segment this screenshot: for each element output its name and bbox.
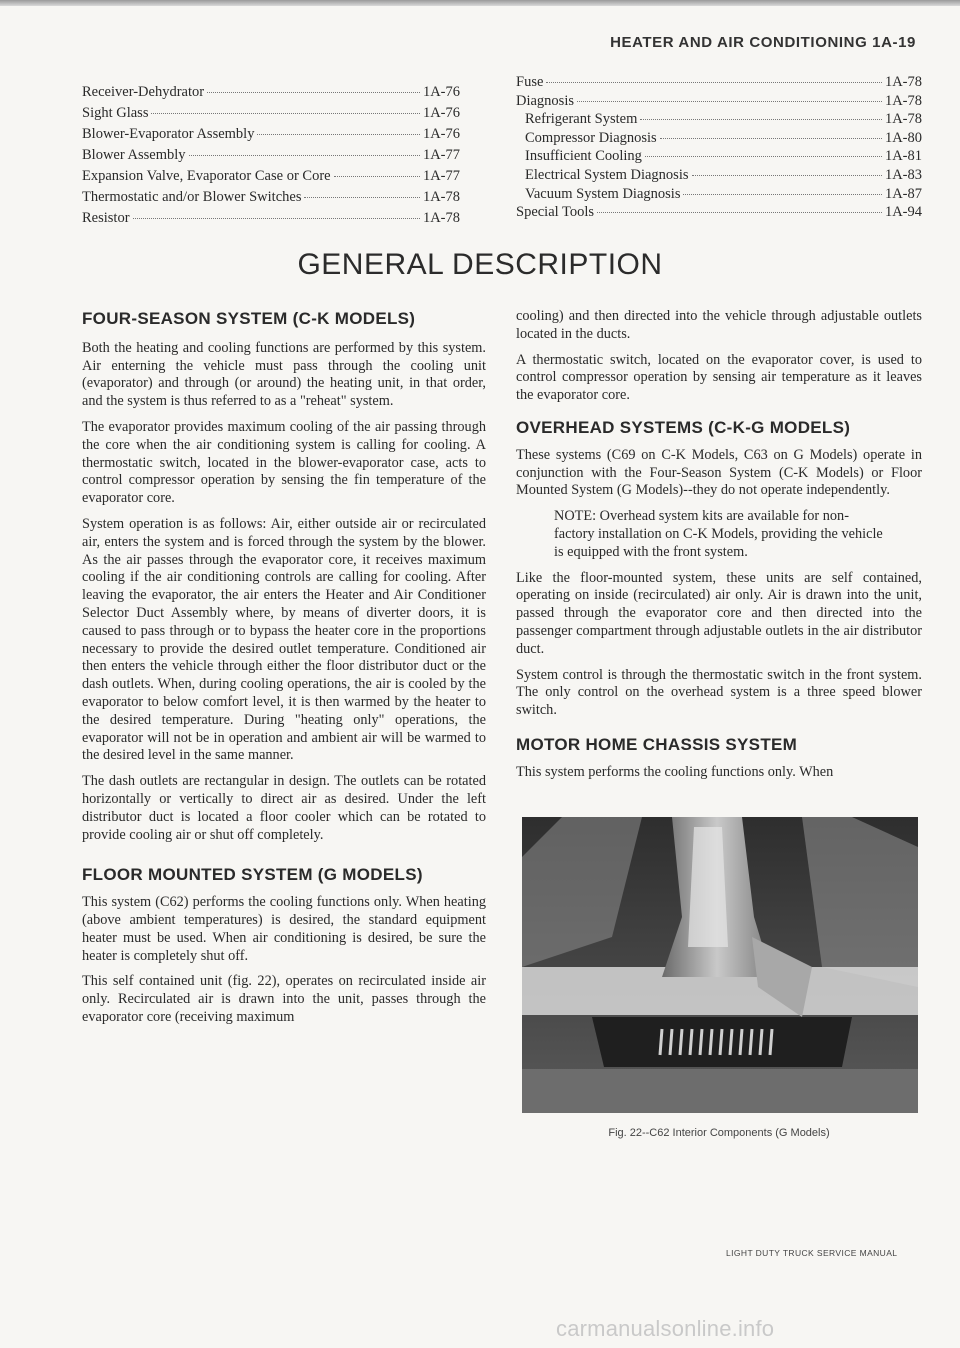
toc-entry-page: 1A-80	[884, 129, 922, 146]
toc-right	[516, 73, 922, 222]
spacer	[82, 852, 486, 866]
interior-components-photo	[522, 817, 918, 1113]
toc-entry	[82, 166, 460, 187]
watermark: carmanualsonline.info	[556, 1316, 775, 1341]
paragraph: cooling) and then directed into the vehicle through adjustable outlets located in the ducts.	[516, 308, 922, 342]
toc-entry	[82, 187, 460, 208]
motor-home-heading: MOTOR HOME CHASSIS SYSTEM	[516, 734, 798, 754]
toc-entry-page: 1A-78	[422, 210, 460, 226]
toc-entry-page: 1A-77	[422, 147, 460, 163]
paragraph: These systems (C69 on C-K Models, C63 on G Models) operate in conjunction with the Four-Season System (C-K Models) or Floor Mounted System (G Models)--they do not operate independently.	[516, 446, 922, 499]
paragraph: This system (C62) performs the cooling functions only. When heating (above ambient temperatures) is desired, the standard equipment heater must be used. When air conditioning is desired, be sure the heater is completely shut off.	[82, 894, 486, 964]
running-head: HEATER AND AIR CONDITIONING 1A-19	[610, 34, 916, 51]
toc-entry-label: Compressor Diagnosis	[525, 129, 657, 146]
toc-entry	[516, 166, 922, 185]
overhead-heading: OVERHEAD SYSTEMS (C-K-G MODELS)	[516, 417, 851, 437]
toc-entry	[82, 124, 460, 145]
paragraph: Both the heating and cooling functions are performed by this system. Air enterning the vehicle must pass through the cooling unit (evaporator) and through (or around) the heating unit, in that order, and the system is thus referred to as a "reheat" system.	[82, 339, 486, 410]
toc-entry-page: 1A-76	[422, 105, 460, 121]
leader-dots	[189, 154, 420, 156]
paragraph: Like the floor-mounted system, these units are self contained, operating on inside (recirculated) air only. Air is drawn into the unit, passed through the evaporator core and then directed into the passenger compartment through adjustable outlets in the air distributor duct.	[516, 569, 922, 657]
leader-dots	[683, 193, 881, 195]
toc-entry-label: Blower-Evaporator Assembly	[82, 126, 255, 142]
leader-dots	[304, 196, 419, 198]
toc-entry-page: 1A-78	[884, 92, 922, 109]
toc-entry-page: 1A-77	[422, 168, 460, 184]
paragraph: The evaporator provides maximum cooling of the air passing through the core when the air conditioning system is calling for cooling. A thermostatic switch, located in the blower-evaporator case, acts to control compressor operation by sensing the fin temperature of the evaporator core.	[82, 418, 486, 507]
toc-entry-label: Thermostatic and/or Blower Switches	[82, 189, 302, 205]
four-season-heading: FOUR-SEASON SYSTEM (C-K MODELS)	[82, 309, 416, 328]
leader-dots	[334, 175, 420, 177]
paragraph: The dash outlets are rectangular in design. The outlets can be rotated horizontally or vertically to direct air as desired. Under the left distributor duct is located a floor cooler which can be rotated to provide cooling air or shut off completely.	[82, 773, 486, 843]
toc-entry-page: 1A-83	[884, 166, 922, 183]
right-column	[516, 308, 922, 790]
top-rule	[0, 0, 960, 6]
toc-entry-label: Special Tools	[516, 204, 595, 221]
leader-dots	[151, 112, 419, 114]
toc-entry-label: Expansion Valve, Evaporator Case or Core	[82, 168, 331, 184]
floor-mounted-heading: FLOOR MOUNTED SYSTEM (G MODELS)	[82, 865, 423, 885]
toc-entry-label: Receiver-Dehydrator	[82, 84, 205, 100]
toc-entry-label: Blower Assembly	[82, 147, 186, 163]
toc-entry-page: 1A-78	[884, 111, 922, 128]
leader-dots	[133, 217, 420, 219]
leader-dots	[692, 174, 882, 176]
toc-entry-label: Resistor	[82, 210, 130, 226]
toc-entry-page: 1A-76	[422, 84, 460, 100]
leader-dots	[645, 155, 882, 157]
toc-left	[82, 82, 460, 229]
toc-entry-page: 1A-81	[884, 148, 922, 165]
toc-entry	[516, 73, 922, 92]
toc-entry-page: 1A-87	[884, 185, 922, 202]
toc-entry	[516, 147, 922, 166]
leader-dots	[597, 211, 882, 213]
leader-dots	[546, 81, 882, 83]
leader-dots	[577, 100, 882, 102]
paragraph: This self contained unit (fig. 22), operates on recirculated inside air only. Recirculated air is drawn into the unit, passes through the evaporator core (receiving maximum	[82, 973, 486, 1025]
toc-entry-page: 1A-78	[884, 74, 922, 90]
figure-caption: Fig. 22--C62 Interior Components (G Models)	[608, 1127, 830, 1139]
toc-entry	[516, 203, 922, 222]
leader-dots	[660, 137, 882, 139]
toc-entry-label: Fuse	[516, 74, 544, 90]
toc-entry	[82, 103, 460, 124]
paragraph: System control is through the thermostatic switch in the front system. The only control on the overhead system is a three speed blower switch.	[516, 666, 922, 719]
toc-entry-page: 1A-78	[422, 189, 460, 205]
toc-entry-label: Sight Glass	[82, 105, 149, 121]
toc-entry-label: Electrical System Diagnosis	[525, 166, 689, 183]
toc-entry-label: Insufficient Cooling	[525, 148, 642, 165]
paragraph: This system performs the cooling functions only. When	[516, 763, 834, 780]
leader-dots	[640, 118, 882, 120]
paragraph: System operation is as follows: Air, either outside air or recirculated air, enters the system and is forced through the system by the blower. As the air passes through the evaporator core, it receives maximum cooling if the air conditioning controls are calling for cooling. After leaving the evaporator, the air enters the Heater and Air Conditioner Selector Duct Assembly where, by means of diverter doors, it is caused to pass through or to bypass the heater core in the proportions necessary to provide the desired outlet temperature. Conditioned air then enters the vehicle through either the floor distributor duct or the dash outlets. When, during cooling operations, the air is cooled by the evaporator to below comfort level, it is then warmed by the heater to the desired temperature. During "heating only" operations, the evaporator will not be in operation and ambient air will be warmed to the desired level in the same manner.	[82, 515, 486, 764]
toc-entry	[82, 208, 460, 229]
toc-entry	[516, 185, 922, 204]
toc-entry-label: Diagnosis	[516, 92, 574, 109]
toc-entry	[516, 92, 922, 111]
toc-entry	[516, 110, 922, 129]
figure-photo	[522, 817, 918, 1113]
toc-entry-page: 1A-76	[422, 126, 460, 142]
toc-entry-label: Refrigerant System	[525, 111, 638, 128]
leader-dots	[207, 91, 420, 93]
toc-entry	[82, 145, 460, 166]
section-title: GENERAL DESCRIPTION	[297, 248, 663, 281]
toc-entry	[82, 82, 460, 103]
toc-entry-page: 1A-94	[884, 204, 922, 221]
toc-entry-label: Vacuum System Diagnosis	[525, 185, 681, 202]
paragraph: A thermostatic switch, located on the evaporator cover, is used to control compressor operation by sensing air temperature as it leaves the evaporator core.	[516, 351, 922, 404]
note: NOTE: Overhead system kits are available for non-factory installation on C-K Models, providing the vehicle is equipped with the front system.	[554, 508, 883, 560]
toc-entry	[516, 129, 922, 148]
leader-dots	[257, 133, 419, 135]
footer-label: LIGHT DUTY TRUCK SERVICE MANUAL	[726, 1248, 898, 1258]
left-column	[82, 310, 486, 1035]
